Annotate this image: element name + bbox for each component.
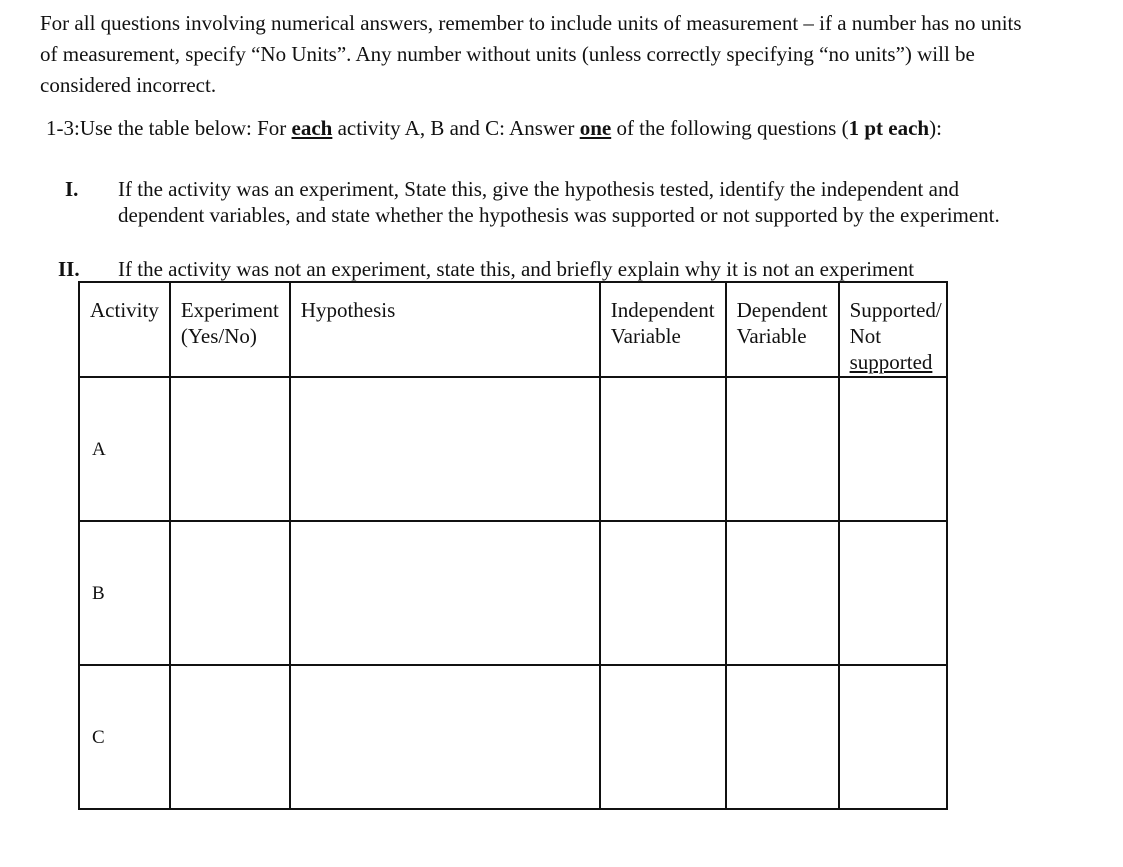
row-b-hypothesis-cell[interactable] xyxy=(290,521,600,665)
item-1-numeral: I. xyxy=(65,177,79,201)
instructions-each-word: each xyxy=(291,116,333,140)
header-independent-line1: Independent xyxy=(610,298,715,322)
header-dependent-line2: Variable xyxy=(736,324,807,348)
header-hypothesis: Hypothesis xyxy=(290,282,600,377)
header-supported xyxy=(839,282,947,377)
header-independent-variable xyxy=(600,282,726,377)
row-b-experiment-cell[interactable] xyxy=(170,521,290,665)
item-2-numeral: II. xyxy=(58,257,80,281)
row-b-independent-cell[interactable] xyxy=(600,521,726,665)
row-b-dependent-cell[interactable] xyxy=(726,521,839,665)
header-experiment xyxy=(170,282,290,377)
header-independent-line2: Variable xyxy=(610,324,681,348)
activity-table xyxy=(78,281,948,810)
row-c-hypothesis-cell[interactable] xyxy=(290,665,600,809)
row-c-activity-cell xyxy=(79,665,170,809)
row-a-hypothesis-cell[interactable] xyxy=(290,377,600,521)
instructions-points: 1 pt each xyxy=(848,116,930,140)
instructions-prefix: 1-3:Use the table below: For xyxy=(46,116,292,140)
intro-paragraph: For all questions involving numerical answers, remember to include units of measurement – if a number has no units of measurement, specify “No Units”. Any number without units (unless correctly specifying “no units”) will be considered incorrect. xyxy=(40,11,1022,97)
header-activity: Activity xyxy=(79,282,170,377)
row-c-activity-label: C xyxy=(92,727,105,748)
table-header-row xyxy=(79,282,947,377)
row-c-supported-cell[interactable] xyxy=(839,665,947,809)
row-b-supported-cell[interactable] xyxy=(839,521,947,665)
row-a-activity-label: A xyxy=(92,439,106,460)
instructions-after-one: of the following questions ( xyxy=(611,116,849,140)
header-supported-line1: Supported/ xyxy=(849,298,942,322)
instructions-one-word: one xyxy=(579,116,612,140)
table-instructions xyxy=(40,113,1040,143)
table-row-b xyxy=(79,521,947,665)
header-dependent-variable xyxy=(726,282,839,377)
row-b-activity-label: B xyxy=(92,583,105,604)
header-dependent-line1: Dependent xyxy=(736,298,828,322)
header-supported-line2: Not xyxy=(849,324,882,348)
header-experiment-line1: Experiment xyxy=(180,298,279,322)
row-b-activity-cell xyxy=(79,521,170,665)
row-a-independent-cell[interactable] xyxy=(600,377,726,521)
instructions-mid: activity A, B and C: Answer xyxy=(332,116,580,140)
row-a-activity-cell xyxy=(79,377,170,521)
item-2-text: If the activity was not an experiment, state this, and briefly explain why it is not an experiment xyxy=(118,257,915,281)
instructions-closing: ): xyxy=(929,116,942,140)
row-c-independent-cell[interactable] xyxy=(600,665,726,809)
item-1-text: If the activity was an experiment, State this, give the hypothesis tested, identify the independent and dependent variables, and state whether the hypothesis was supported or not supported by the experiment. xyxy=(118,177,1000,227)
row-c-dependent-cell[interactable] xyxy=(726,665,839,809)
table-row-a xyxy=(79,377,947,521)
table-row-c xyxy=(79,665,947,809)
row-a-supported-cell[interactable] xyxy=(839,377,947,521)
row-a-experiment-cell[interactable] xyxy=(170,377,290,521)
row-c-experiment-cell[interactable] xyxy=(170,665,290,809)
header-supported-line3: supported xyxy=(849,350,933,374)
header-experiment-line2: (Yes/No) xyxy=(180,324,257,348)
row-a-dependent-cell[interactable] xyxy=(726,377,839,521)
